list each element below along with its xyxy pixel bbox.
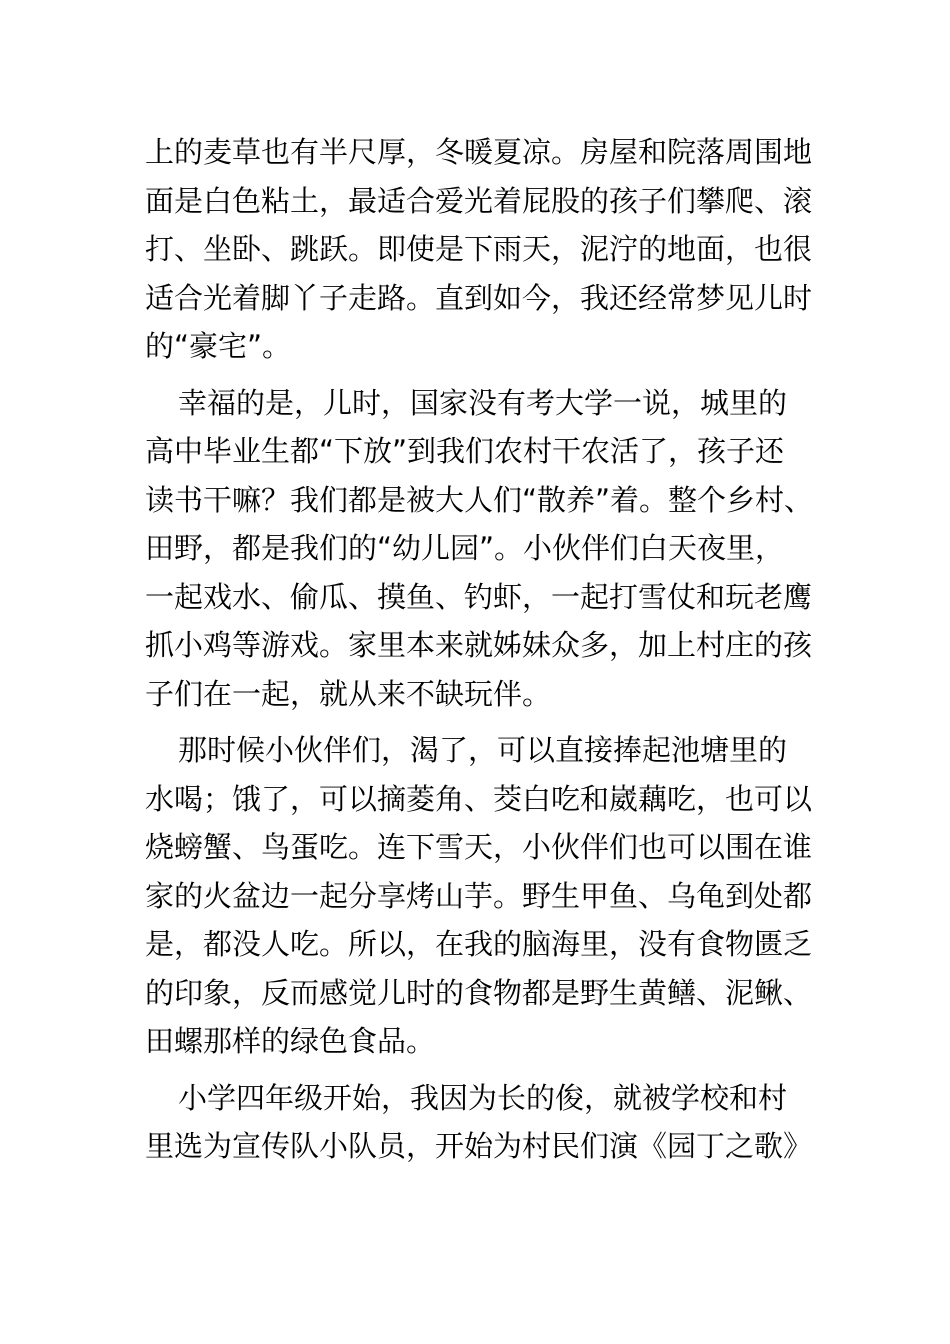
text-line: 那时候小伙伴们，渴了，可以直接捧起池塘里的: [178, 733, 788, 767]
paragraph-4: [145, 1074, 835, 1171]
text-line: 高中毕业生都“下放”到我们农村干农活了，孩子还: [145, 434, 785, 468]
paragraph-1: [145, 128, 835, 371]
text-line: 抓小鸡等游戏。家里本来就姊妹众多，加上村庄的孩: [145, 628, 813, 662]
text-line: 的“豪宅”。: [145, 329, 292, 363]
text-line: 水喝；饿了，可以摘菱角、茭白吃和崴藕吃，也可以: [145, 781, 813, 816]
text-line: 适合光着脚丫子走路。直到如今，我还经常梦见儿时: [145, 280, 813, 315]
text-line: 小学四年级开始，我因为长的俊，就被学校和村: [178, 1080, 788, 1115]
text-line: 是，都没人吃。所以，在我的脑海里，没有食物匮乏: [145, 927, 813, 961]
text-line: 一起戏水、偷瓜、摸鱼、钓虾，一起打雪仗和玩老鹰: [145, 579, 813, 614]
text-line: 里选为宣传队小队员，开始为村民们演《园丁之歌》: [145, 1129, 813, 1163]
paragraph-2: [145, 379, 835, 719]
text-line: 的印象，反而感觉儿时的食物都是野生黄鳝、泥鳅、: [145, 975, 813, 1010]
text-line: 面是白色粘土，最适合爱光着屁股的孩子们攀爬、滚: [145, 183, 813, 218]
text-line: 上的麦草也有半尺厚，冬暖夏凉。房屋和院落周围地: [145, 135, 813, 169]
text-line: 家的火盆边一起分享烤山芋。野生甲鱼、乌龟到处都: [145, 878, 813, 913]
text-line: 烧螃蟹、鸟蛋吃。连下雪天，小伙伴们也可以围在谁: [145, 830, 813, 864]
body-text: [145, 128, 835, 1179]
text-line: 打、坐卧、跳跃。即使是下雨天，泥泞的地面，也很: [145, 232, 813, 266]
text-line: 读书干嘛？我们都是被大人们“散养”着。整个乡村、: [145, 482, 814, 517]
text-line: 子们在一起，就从来不缺玩伴。: [145, 676, 552, 711]
text-line: 田野，都是我们的“幼儿园”。小伙伴们白天夜里，: [145, 531, 785, 565]
text-line: 田螺那样的绿色食品。: [145, 1024, 436, 1058]
text-line: 幸福的是，儿时，国家没有考大学一说，城里的: [178, 385, 788, 420]
paragraph-3: [145, 726, 835, 1066]
